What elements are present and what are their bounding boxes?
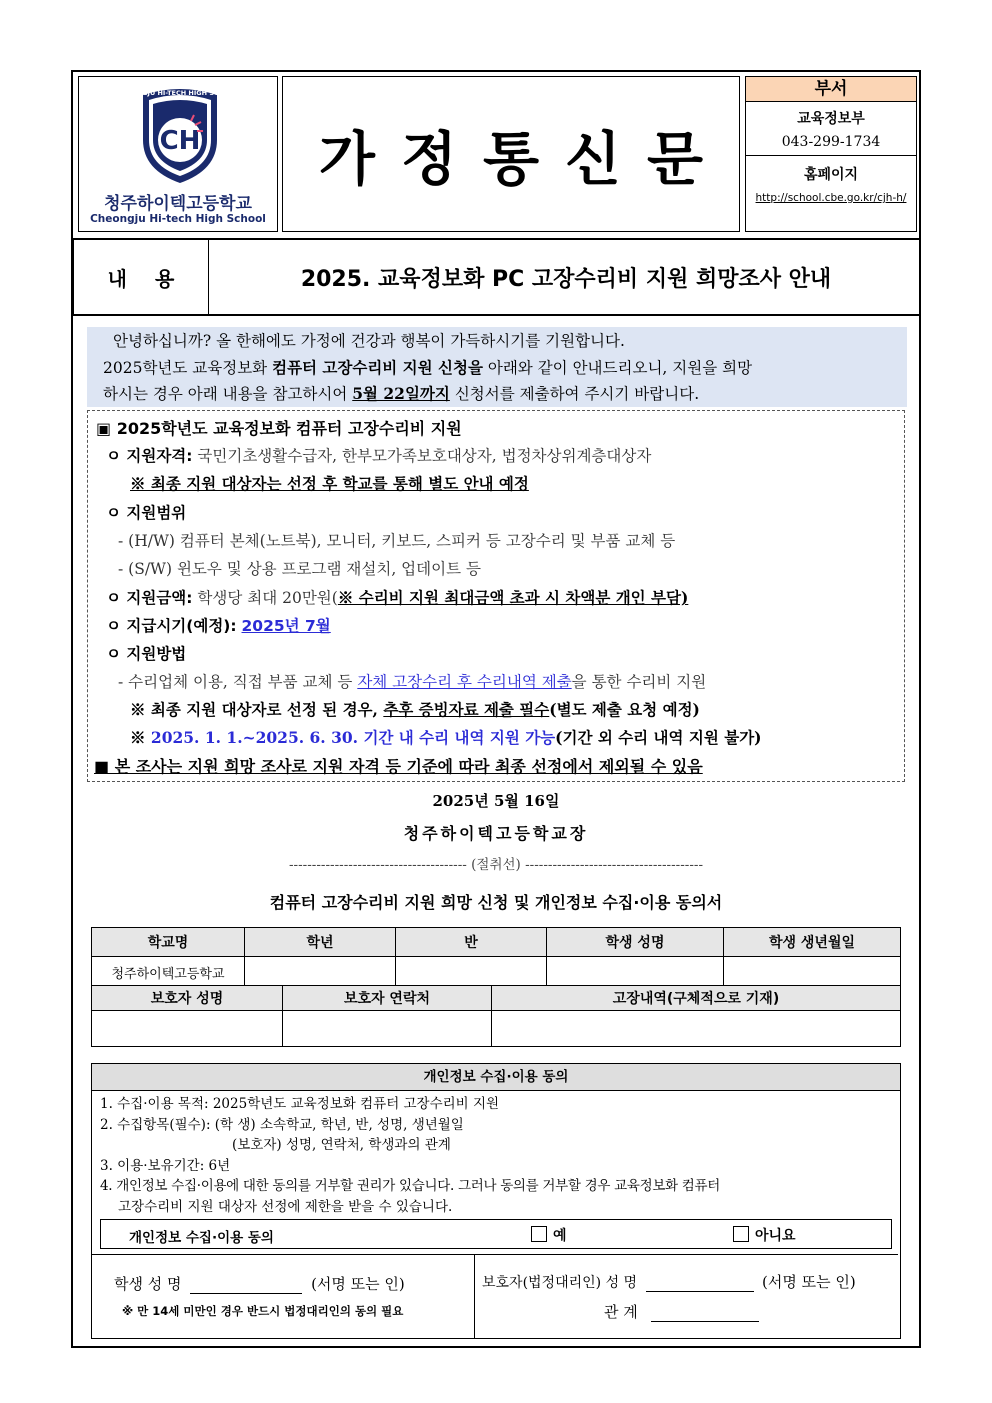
dept-name: 교육정보부 <box>797 111 865 127</box>
method-text: - 수리업체 이용, 직접 부품 교체 등 자체 고장수리 후 수리내역 제출을 통한 수리비 지원 <box>118 673 707 691</box>
subject-label: 내용 <box>73 240 209 314</box>
privacy-item-1: 1. 수집·이용 목적: 2025학년도 교육정보화 컴퓨터 고장수리비 지원 <box>100 1096 500 1112</box>
school-name-en: Cheongju Hi-tech High School <box>90 213 266 225</box>
header-student-birth: 학생 생년월일 <box>724 928 901 957</box>
header-guardian-contact: 보호자 연락처 <box>283 986 492 1011</box>
details-box <box>87 410 905 782</box>
guardian-contact-field[interactable] <box>283 1011 492 1047</box>
guardian-name-sign-field[interactable] <box>646 1291 754 1292</box>
student-name-sign-field[interactable] <box>190 1293 302 1294</box>
privacy-item-2b: (보호자) 성명, 연락처, 학생과의 관계 <box>232 1137 451 1153</box>
student-name-field[interactable] <box>547 957 724 988</box>
header-school: 학교명 <box>92 928 245 957</box>
consent-yes-option[interactable]: 예 <box>531 1225 567 1245</box>
school-emblem-icon <box>135 85 225 185</box>
class-field[interactable] <box>396 957 547 988</box>
dept-phone: 043-299-1734 <box>746 134 916 156</box>
school-en-top: CHEONGJU HI-TECH HIGH SCHOOL <box>116 89 240 97</box>
applicant-table <box>91 927 901 988</box>
school-logo-box <box>78 76 278 232</box>
consent-yes-checkbox[interactable] <box>531 1226 547 1242</box>
scope-label: ㅇ 지원범위 <box>106 504 187 522</box>
amount: ㅇ 지원금액: 학생당 최대 20만원(※ 수리비 지원 최대금액 초과 시 차액분 개인 부담) <box>106 588 689 607</box>
intro-line-3: 하시는 경우 아래 내용을 참고하시어 5월 22일까지 신청서를 제출하여 주시기 바랍니다. <box>103 384 700 403</box>
qualification: ㅇ 지원자격: 국민기초생활수급자, 한부모가족보호대상자, 법정차상위계층대상자 <box>106 447 652 465</box>
svg-text:CH: CH <box>159 126 201 156</box>
payment-period: ㅇ 지급시기(예정): 2025년 7월 <box>106 617 331 635</box>
school-value: 청주하이텍고등학교 <box>92 957 245 988</box>
scope-hw: - (H/W) 컴퓨터 본체(노트북), 모니터, 키보드, 스피커 등 고장수리 및 부품 교체 등 <box>118 532 676 550</box>
qualification-note: ※ 최종 지원 대상자는 선정 후 학교를 통해 별도 안내 예정 <box>130 474 529 493</box>
consent-label: 개인정보 수집·이용 동의 <box>129 1230 274 1246</box>
issue-date: 2025년 5월 16일 <box>432 792 560 810</box>
privacy-heading: 개인정보 수집·이용 동의 <box>92 1064 900 1091</box>
note-evidence: ※ 최종 지원 대상자로 선정 된 경우, 추후 증빙자료 제출 필수(별도 제출 요청 예정) <box>130 700 700 719</box>
homepage-link[interactable]: http://school.cbe.go.kr/cjh-h/ <box>755 192 907 204</box>
method-label: ㅇ 지원방법 <box>106 645 187 663</box>
subject-row <box>73 238 919 316</box>
subject-title: 2025. 교육정보화 PC 고장수리비 지원 희망조사 안내 <box>300 266 832 292</box>
title-box <box>282 76 740 232</box>
consent-row <box>100 1219 892 1249</box>
details-heading: ▣ 2025학년도 교육정보화 컴퓨터 고장수리비 지원 <box>96 419 462 438</box>
department-box <box>745 76 917 232</box>
consent-no-checkbox[interactable] <box>733 1226 749 1242</box>
privacy-item-4b: 고장수리비 지원 대상자 선정에 제한을 받을 수 있습니다. <box>118 1198 453 1215</box>
consent-no-option[interactable]: 아니요 <box>733 1225 796 1245</box>
privacy-consent-box <box>91 1063 901 1339</box>
final-notice: ■ 본 조사는 지원 희망 조사로 지원 자격 등 기준에 따라 최종 선정에서 제외될 수 있음 <box>94 757 703 776</box>
grade-field[interactable] <box>245 957 396 988</box>
relation-field[interactable] <box>651 1321 759 1322</box>
privacy-body <box>92 1091 900 1217</box>
intro-line-2: 2025학년도 교육정보화 컴퓨터 고장수리비 지원 신청을 아래와 같이 안내드리오니, 지원을 희망 <box>103 358 753 377</box>
form-title: 컴퓨터 고장수리비 지원 희망 신청 및 개인정보 수집·이용 동의서 <box>269 893 723 912</box>
student-birth-field[interactable] <box>724 957 901 988</box>
header-guardian-name: 보호자 성명 <box>92 986 283 1011</box>
student-sign-line: 학생 성 명 (서명 또는 인) <box>114 1275 405 1293</box>
intro-line-1: 안녕하십니까? 올 한해에도 가정에 건강과 행복이 가득하시기를 기원합니다. <box>113 332 625 350</box>
failure-details-field[interactable] <box>492 1011 901 1047</box>
guardian-table <box>91 985 901 1047</box>
privacy-item-4a: 4. 개인정보 수집·이용에 대한 동의를 거부할 권리가 있습니다. 그러나 동의를 거부할 경우 교육정보화 컴퓨터 <box>100 1178 721 1194</box>
note-period: ※ 2025. 1. 1.~2025. 6. 30. 기간 내 수리 내역 지원 가능(기간 외 수리 내역 지원 불가) <box>130 728 762 747</box>
header-grade: 학년 <box>245 928 396 957</box>
homepage-label: 홈페이지 <box>803 167 859 183</box>
cut-line: --------------------------------------- (절취선) --------------------------------------- <box>288 857 704 873</box>
header-failure-details: 고장내역(구체적으로 기재) <box>492 986 901 1011</box>
school-name-kr: 청주하이텍고등학교 <box>104 194 252 214</box>
privacy-item-3: 3. 이용·보유기간: 6년 <box>100 1157 231 1174</box>
principal-name: 청주하이텍고등학교장 <box>403 824 589 843</box>
minor-note: ※ 만 14세 미만인 경우 반드시 법정대리인의 동의 필요 <box>122 1304 404 1318</box>
guardian-name-field[interactable] <box>92 1011 283 1047</box>
signature-area <box>92 1254 898 1339</box>
scope-sw: - (S/W) 윈도우 및 상용 프로그램 재설치, 업데이트 등 <box>118 560 481 578</box>
guardian-sign-line: 보호자(법정대리인) 성 명 (서명 또는 인) <box>482 1273 856 1291</box>
intro-paragraph <box>87 327 907 407</box>
page-title: 가정통신문 <box>318 125 730 193</box>
student-signature <box>92 1255 475 1339</box>
dept-label: 부서 <box>746 77 916 102</box>
privacy-item-2: 2. 수집항목(필수): (학 생) 소속학교, 학년, 반, 성명, 생년월일 <box>100 1116 464 1133</box>
header-student-name: 학생 성명 <box>547 928 724 957</box>
header-class: 반 <box>396 928 547 957</box>
relation-line: 관 계 <box>604 1301 759 1322</box>
